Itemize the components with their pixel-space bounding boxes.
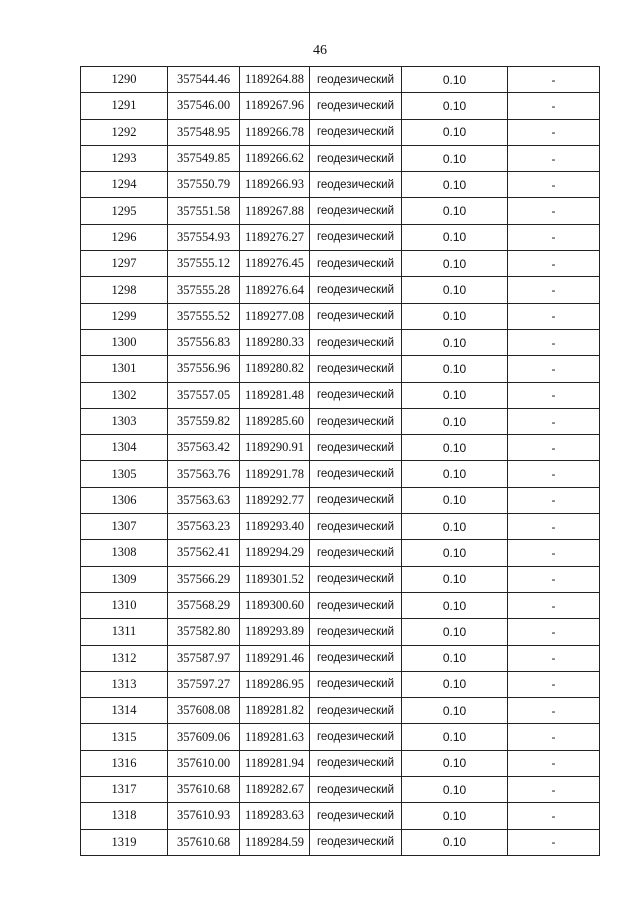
y-coordinate-cell: 1189281.94 — [240, 750, 310, 776]
table-row — [81, 356, 600, 382]
table-row — [81, 592, 600, 618]
precision-cell: 0.10 — [402, 329, 508, 355]
table-row — [81, 461, 600, 487]
y-coordinate-cell: 1189266.62 — [240, 145, 310, 171]
x-coordinate-cell: 357549.85 — [168, 145, 240, 171]
description-cell: - — [508, 224, 600, 250]
x-coordinate-cell: 357559.82 — [168, 408, 240, 434]
method-cell: геодезический — [310, 93, 402, 119]
table-row — [81, 67, 600, 93]
table-row — [81, 172, 600, 198]
y-coordinate-cell: 1189285.60 — [240, 408, 310, 434]
description-cell: - — [508, 198, 600, 224]
y-coordinate-cell: 1189267.96 — [240, 93, 310, 119]
description-cell: - — [508, 777, 600, 803]
method-cell: геодезический — [310, 487, 402, 513]
method-cell: геодезический — [310, 619, 402, 645]
precision-cell: 0.10 — [402, 356, 508, 382]
method-cell: геодезический — [310, 224, 402, 250]
point-number-cell: 1295 — [81, 198, 168, 224]
y-coordinate-cell: 1189291.46 — [240, 645, 310, 671]
y-coordinate-cell: 1189277.08 — [240, 303, 310, 329]
table-row — [81, 198, 600, 224]
point-number-cell: 1311 — [81, 619, 168, 645]
precision-cell: 0.10 — [402, 750, 508, 776]
description-cell: - — [508, 329, 600, 355]
method-cell: геодезический — [310, 67, 402, 93]
precision-cell: 0.10 — [402, 303, 508, 329]
method-cell: геодезический — [310, 803, 402, 829]
x-coordinate-cell: 357555.28 — [168, 277, 240, 303]
method-cell: геодезический — [310, 724, 402, 750]
table-row — [81, 777, 600, 803]
method-cell: геодезический — [310, 356, 402, 382]
point-number-cell: 1317 — [81, 777, 168, 803]
precision-cell: 0.10 — [402, 67, 508, 93]
point-number-cell: 1307 — [81, 514, 168, 540]
precision-cell: 0.10 — [402, 277, 508, 303]
description-cell: - — [508, 619, 600, 645]
page-number: 46 — [313, 43, 327, 58]
x-coordinate-cell: 357556.96 — [168, 356, 240, 382]
x-coordinate-cell: 357610.68 — [168, 829, 240, 855]
point-number-cell: 1296 — [81, 224, 168, 250]
method-cell: геодезический — [310, 198, 402, 224]
y-coordinate-cell: 1189293.40 — [240, 514, 310, 540]
method-cell: геодезический — [310, 461, 402, 487]
point-number-cell: 1304 — [81, 435, 168, 461]
table-row — [81, 119, 600, 145]
x-coordinate-cell: 357582.80 — [168, 619, 240, 645]
x-coordinate-cell: 357563.42 — [168, 435, 240, 461]
description-cell: - — [508, 356, 600, 382]
method-cell: геодезический — [310, 592, 402, 618]
x-coordinate-cell: 357587.97 — [168, 645, 240, 671]
y-coordinate-cell: 1189283.63 — [240, 803, 310, 829]
description-cell: - — [508, 540, 600, 566]
table-row — [81, 724, 600, 750]
y-coordinate-cell: 1189276.45 — [240, 251, 310, 277]
method-cell: геодезический — [310, 435, 402, 461]
precision-cell: 0.10 — [402, 461, 508, 487]
y-coordinate-cell: 1189284.59 — [240, 829, 310, 855]
description-cell: - — [508, 698, 600, 724]
x-coordinate-cell: 357563.23 — [168, 514, 240, 540]
method-cell: геодезический — [310, 408, 402, 434]
precision-cell: 0.10 — [402, 251, 508, 277]
precision-cell: 0.10 — [402, 829, 508, 855]
y-coordinate-cell: 1189286.95 — [240, 671, 310, 697]
precision-cell: 0.10 — [402, 408, 508, 434]
precision-cell: 0.10 — [402, 514, 508, 540]
description-cell: - — [508, 645, 600, 671]
point-number-cell: 1310 — [81, 592, 168, 618]
y-coordinate-cell: 1189264.88 — [240, 67, 310, 93]
point-number-cell: 1318 — [81, 803, 168, 829]
method-cell: геодезический — [310, 777, 402, 803]
x-coordinate-cell: 357544.46 — [168, 67, 240, 93]
method-cell: геодезический — [310, 251, 402, 277]
table-row — [81, 487, 600, 513]
table-row — [81, 251, 600, 277]
method-cell: геодезический — [310, 645, 402, 671]
description-cell: - — [508, 803, 600, 829]
point-number-cell: 1313 — [81, 671, 168, 697]
y-coordinate-cell: 1189280.33 — [240, 329, 310, 355]
method-cell: геодезический — [310, 145, 402, 171]
point-number-cell: 1315 — [81, 724, 168, 750]
y-coordinate-cell: 1189294.29 — [240, 540, 310, 566]
x-coordinate-cell: 357554.93 — [168, 224, 240, 250]
point-number-cell: 1297 — [81, 251, 168, 277]
x-coordinate-cell: 357608.08 — [168, 698, 240, 724]
y-coordinate-cell: 1189281.48 — [240, 382, 310, 408]
precision-cell: 0.10 — [402, 382, 508, 408]
table-row — [81, 698, 600, 724]
point-number-cell: 1306 — [81, 487, 168, 513]
table-row — [81, 303, 600, 329]
precision-cell: 0.10 — [402, 119, 508, 145]
precision-cell: 0.10 — [402, 435, 508, 461]
coordinates-table-body — [81, 67, 600, 856]
method-cell: геодезический — [310, 277, 402, 303]
description-cell: - — [508, 566, 600, 592]
precision-cell: 0.10 — [402, 803, 508, 829]
description-cell: - — [508, 251, 600, 277]
y-coordinate-cell: 1189290.91 — [240, 435, 310, 461]
x-coordinate-cell: 357555.52 — [168, 303, 240, 329]
precision-cell: 0.10 — [402, 592, 508, 618]
precision-cell: 0.10 — [402, 93, 508, 119]
description-cell: - — [508, 67, 600, 93]
y-coordinate-cell: 1189266.93 — [240, 172, 310, 198]
description-cell: - — [508, 461, 600, 487]
description-cell: - — [508, 119, 600, 145]
precision-cell: 0.10 — [402, 198, 508, 224]
description-cell: - — [508, 93, 600, 119]
x-coordinate-cell: 357609.06 — [168, 724, 240, 750]
precision-cell: 0.10 — [402, 698, 508, 724]
point-number-cell: 1291 — [81, 93, 168, 119]
precision-cell: 0.10 — [402, 724, 508, 750]
method-cell: геодезический — [310, 514, 402, 540]
point-number-cell: 1309 — [81, 566, 168, 592]
table-row — [81, 829, 600, 855]
precision-cell: 0.10 — [402, 224, 508, 250]
description-cell: - — [508, 408, 600, 434]
method-cell: геодезический — [310, 303, 402, 329]
precision-cell: 0.10 — [402, 566, 508, 592]
y-coordinate-cell: 1189281.82 — [240, 698, 310, 724]
description-cell: - — [508, 172, 600, 198]
table-row — [81, 645, 600, 671]
y-coordinate-cell: 1189266.78 — [240, 119, 310, 145]
precision-cell: 0.10 — [402, 671, 508, 697]
x-coordinate-cell: 357610.93 — [168, 803, 240, 829]
point-number-cell: 1305 — [81, 461, 168, 487]
point-number-cell: 1300 — [81, 329, 168, 355]
description-cell: - — [508, 145, 600, 171]
y-coordinate-cell: 1189301.52 — [240, 566, 310, 592]
y-coordinate-cell: 1189293.89 — [240, 619, 310, 645]
table-row — [81, 619, 600, 645]
description-cell: - — [508, 435, 600, 461]
point-number-cell: 1312 — [81, 645, 168, 671]
description-cell: - — [508, 487, 600, 513]
x-coordinate-cell: 357610.68 — [168, 777, 240, 803]
method-cell: геодезический — [310, 750, 402, 776]
x-coordinate-cell: 357551.58 — [168, 198, 240, 224]
y-coordinate-cell: 1189276.64 — [240, 277, 310, 303]
description-cell: - — [508, 724, 600, 750]
point-number-cell: 1299 — [81, 303, 168, 329]
method-cell: геодезический — [310, 698, 402, 724]
x-coordinate-cell: 357555.12 — [168, 251, 240, 277]
y-coordinate-cell: 1189276.27 — [240, 224, 310, 250]
point-number-cell: 1298 — [81, 277, 168, 303]
table-row — [81, 540, 600, 566]
description-cell: - — [508, 303, 600, 329]
y-coordinate-cell: 1189282.67 — [240, 777, 310, 803]
method-cell: геодезический — [310, 172, 402, 198]
y-coordinate-cell: 1189280.82 — [240, 356, 310, 382]
y-coordinate-cell: 1189291.78 — [240, 461, 310, 487]
y-coordinate-cell: 1189292.77 — [240, 487, 310, 513]
description-cell: - — [508, 592, 600, 618]
point-number-cell: 1292 — [81, 119, 168, 145]
precision-cell: 0.10 — [402, 172, 508, 198]
point-number-cell: 1301 — [81, 356, 168, 382]
x-coordinate-cell: 357557.05 — [168, 382, 240, 408]
table-row — [81, 382, 600, 408]
point-number-cell: 1294 — [81, 172, 168, 198]
y-coordinate-cell: 1189300.60 — [240, 592, 310, 618]
x-coordinate-cell: 357610.00 — [168, 750, 240, 776]
precision-cell: 0.10 — [402, 619, 508, 645]
x-coordinate-cell: 357563.63 — [168, 487, 240, 513]
description-cell: - — [508, 382, 600, 408]
table-row — [81, 224, 600, 250]
method-cell: геодезический — [310, 829, 402, 855]
y-coordinate-cell: 1189281.63 — [240, 724, 310, 750]
precision-cell: 0.10 — [402, 645, 508, 671]
point-number-cell: 1308 — [81, 540, 168, 566]
x-coordinate-cell: 357563.76 — [168, 461, 240, 487]
table-row — [81, 329, 600, 355]
x-coordinate-cell: 357548.95 — [168, 119, 240, 145]
table-row — [81, 277, 600, 303]
method-cell: геодезический — [310, 382, 402, 408]
point-number-cell: 1290 — [81, 67, 168, 93]
point-number-cell: 1319 — [81, 829, 168, 855]
y-coordinate-cell: 1189267.88 — [240, 198, 310, 224]
x-coordinate-cell: 357597.27 — [168, 671, 240, 697]
description-cell: - — [508, 514, 600, 540]
point-number-cell: 1316 — [81, 750, 168, 776]
precision-cell: 0.10 — [402, 487, 508, 513]
precision-cell: 0.10 — [402, 777, 508, 803]
method-cell: геодезический — [310, 540, 402, 566]
table-row — [81, 566, 600, 592]
description-cell: - — [508, 671, 600, 697]
point-number-cell: 1293 — [81, 145, 168, 171]
table-row — [81, 514, 600, 540]
x-coordinate-cell: 357568.29 — [168, 592, 240, 618]
method-cell: геодезический — [310, 566, 402, 592]
point-number-cell: 1302 — [81, 382, 168, 408]
description-cell: - — [508, 750, 600, 776]
x-coordinate-cell: 357556.83 — [168, 329, 240, 355]
table-row — [81, 750, 600, 776]
precision-cell: 0.10 — [402, 145, 508, 171]
precision-cell: 0.10 — [402, 540, 508, 566]
table-row — [81, 408, 600, 434]
table-row — [81, 435, 600, 461]
table-row — [81, 145, 600, 171]
x-coordinate-cell: 357562.41 — [168, 540, 240, 566]
point-number-cell: 1314 — [81, 698, 168, 724]
description-cell: - — [508, 277, 600, 303]
table-row — [81, 803, 600, 829]
method-cell: геодезический — [310, 329, 402, 355]
method-cell: геодезический — [310, 671, 402, 697]
coordinates-table — [80, 66, 600, 856]
table-row — [81, 671, 600, 697]
x-coordinate-cell: 357550.79 — [168, 172, 240, 198]
table-row — [81, 93, 600, 119]
x-coordinate-cell: 357546.00 — [168, 93, 240, 119]
method-cell: геодезический — [310, 119, 402, 145]
description-cell: - — [508, 829, 600, 855]
point-number-cell: 1303 — [81, 408, 168, 434]
x-coordinate-cell: 357566.29 — [168, 566, 240, 592]
